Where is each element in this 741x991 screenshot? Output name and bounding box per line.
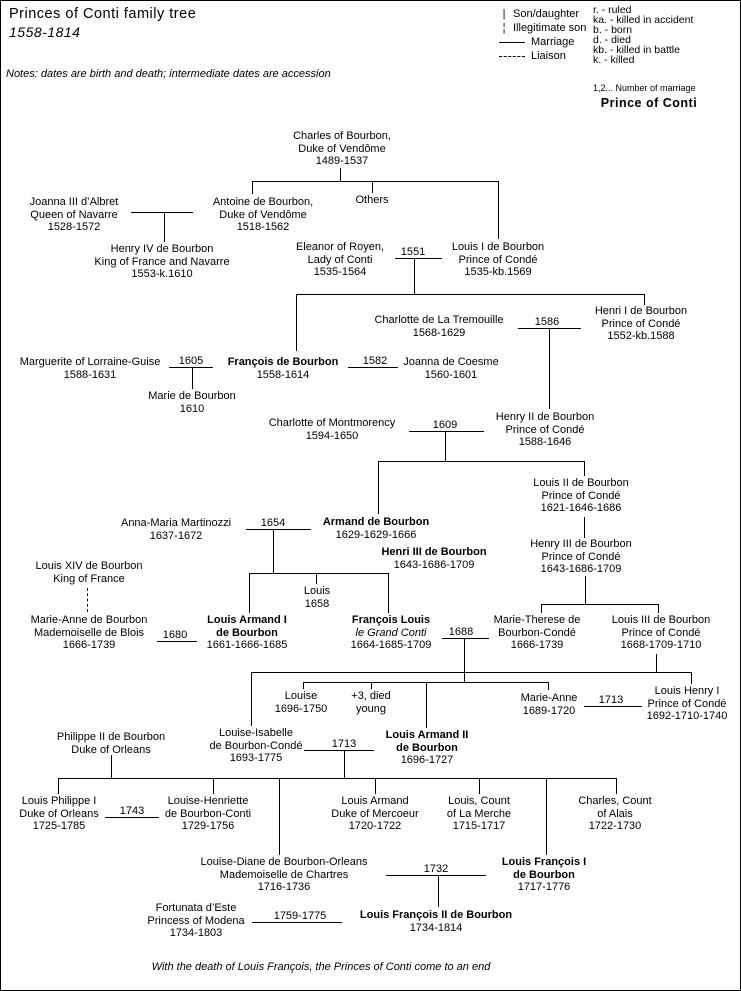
legend-son-daughter <box>499 7 586 21</box>
marriage-line-m1654 <box>246 529 311 530</box>
person-text-line: François Louis <box>351 614 431 626</box>
legend-illegitimate-son-label: Illegitimate son <box>513 22 587 34</box>
abbrev-ruled: r. - ruled <box>593 4 632 16</box>
person-louis-henry-i <box>647 685 728 723</box>
connector-vline <box>498 181 499 239</box>
person-text-line: Marie-Anne <box>520 692 578 704</box>
person-text-line: 1637-1672 <box>149 529 203 542</box>
person-antoine-de-bourbon <box>213 196 313 234</box>
connector-vline <box>375 778 376 794</box>
legend-marriage-number: 1,2... Number of marriage <box>593 83 696 93</box>
liaison-vline <box>87 588 88 612</box>
person-louis-iii <box>612 614 710 652</box>
person-text-line: Prince of Condé <box>458 253 538 266</box>
person-text-line: de Bourbon-Conti <box>164 807 252 820</box>
person-louis-philippe-i <box>19 795 98 833</box>
person-marguerite-of-lorraine-guise <box>20 356 161 381</box>
marriage-label-m1605: 1605 <box>178 355 204 367</box>
marriage-line-m1743 <box>105 817 159 818</box>
person-text-line: Prince of Condé <box>541 550 621 563</box>
connector-hline <box>131 212 193 213</box>
person-text-line: Louise <box>284 690 318 702</box>
person-text-line: 1692-1710-1740 <box>646 710 728 722</box>
person-louise-henriette <box>165 795 251 833</box>
person-text-line: King of France and Navarre <box>94 255 230 268</box>
person-francois-de-bourbon <box>228 356 339 381</box>
person-text-line: Princess of Modena <box>147 914 245 927</box>
person-louise-1696 <box>275 690 328 715</box>
connector-vline <box>549 328 550 409</box>
person-louis-armand-ii <box>386 729 469 767</box>
connector-vline <box>584 461 585 476</box>
person-text-line: 1629-1629-1666 <box>335 528 417 541</box>
connector-vline <box>372 181 373 193</box>
person-text-line: young <box>356 702 386 715</box>
person-text-line: Eleanor of Royen, <box>295 241 385 253</box>
abbrev-born: b. - born <box>593 24 633 36</box>
person-text-line: 1666-1739 <box>62 639 116 651</box>
person-text-line: Others <box>355 194 389 206</box>
person-text-line: 1720-1722 <box>348 820 402 832</box>
legend-liaison-label: Liaison <box>531 50 566 62</box>
legend-marriage <box>499 35 586 49</box>
person-text-line: Henry II de Bourbon <box>495 411 595 423</box>
abbrev-killed-accident: ka. - killed in accident <box>593 14 694 26</box>
marriage-line-m1732 <box>386 875 486 876</box>
marriage-label-m1713-conti: 1713 <box>331 738 357 750</box>
person-louis-armand-mercoeur <box>331 795 418 833</box>
person-text-line: Queen of Navarre <box>30 208 118 221</box>
person-text-line: 1696-1750 <box>274 702 328 715</box>
person-text-line: Louis XIV de Bourbon <box>35 560 143 572</box>
person-text-line: 1553-k.1610 <box>131 268 193 280</box>
person-text-line: Philippe II de Bourbon <box>56 731 166 743</box>
person-text-line: Louis II de Bourbon <box>533 477 629 489</box>
marriage-line-m1688 <box>442 638 489 639</box>
person-text-line: Duke of Mercoeur <box>331 807 419 820</box>
person-text-line: Lady of Conti <box>307 253 373 266</box>
illegitimate-son-line-icon: ¦ <box>502 22 506 34</box>
legend-illegitimate-son <box>499 21 586 35</box>
person-henry-iii-conde <box>530 538 632 576</box>
connector-hline <box>252 181 498 182</box>
person-text-line: 1621-1646-1686 <box>540 502 622 514</box>
connector-hline <box>296 294 644 295</box>
marriage-label-m1586: 1586 <box>534 316 560 328</box>
marriage-label-m1732: 1732 <box>423 863 449 875</box>
person-charlotte-de-la-tremouille <box>374 314 503 339</box>
person-fortunata-d-este <box>147 902 244 940</box>
marriage-line-m1680 <box>157 641 197 642</box>
abbrev-died: d. - died <box>593 34 631 46</box>
person-text-line: Louis Philippe I <box>21 795 97 807</box>
person-text-line: 1528-1572 <box>47 221 101 233</box>
marriage-line-m1609 <box>409 431 484 432</box>
person-text-line: 1722-1730 <box>588 820 642 832</box>
person-text-line: 1696-1727 <box>400 754 454 766</box>
person-text-line: Louis François II de Bourbon <box>359 909 513 921</box>
connector-vline <box>658 604 659 613</box>
marriage-label-m1688: 1688 <box>448 626 474 638</box>
person-text-line: Joanna de Coesme <box>403 356 499 368</box>
person-text-line: Anna-Maria Martinozzi <box>120 517 232 529</box>
person-text-line: Prince of Condé <box>647 697 727 710</box>
connector-hline <box>213 778 616 779</box>
connector-vline <box>585 576 586 604</box>
person-joanna-de-coesme <box>403 356 498 381</box>
legend-marriage-label: Marriage <box>531 36 575 48</box>
person-text-line: Louis, Count <box>448 795 510 807</box>
marriage-line-m1551 <box>395 258 442 259</box>
person-text-line: 1693-1775 <box>229 752 283 764</box>
connector-vline <box>249 573 250 613</box>
person-henry-iv <box>94 243 229 281</box>
connector-vline <box>438 875 439 907</box>
person-text-line: Louis III de Bourbon <box>611 614 711 626</box>
person-text-line: 1552-kb.1588 <box>607 330 675 342</box>
person-text-line: Louise-Isabelle <box>219 727 293 739</box>
marriage-label-m1713-conde: 1713 <box>598 694 624 706</box>
connector-vline <box>541 604 542 613</box>
person-text-line: Henry IV de Bourbon <box>110 243 214 255</box>
person-text-line: le Grand Conti <box>355 626 427 639</box>
person-philippe-ii <box>57 731 165 756</box>
abbrev-killed-battle: kb. - killed in battle <box>593 44 680 56</box>
person-others <box>355 194 388 207</box>
legend-son-daughter-label: Son/daughter <box>513 8 580 20</box>
person-text-line: Marie de Bourbon <box>148 390 236 402</box>
connector-vline <box>426 682 427 728</box>
person-text-line: Charles, Count <box>578 795 652 807</box>
person-text-line: Henri I de Bourbon <box>594 305 688 317</box>
person-charlotte-of-montmorency <box>269 417 396 442</box>
legend-prince-of-conti: Prince of Conti <box>600 96 698 110</box>
person-text-line: Bourbon-Condé <box>498 626 576 639</box>
person-text-line: Prince of Condé <box>541 489 621 502</box>
marriage-line-m1605 <box>169 367 213 368</box>
notes-text: Notes: dates are birth and death; intermediate dates are accession <box>6 68 331 80</box>
person-text-line: 1558-1614 <box>256 368 310 381</box>
person-text-line: 1664-1685-1709 <box>350 639 432 651</box>
person-text-line: Prince of Condé <box>601 317 681 330</box>
person-text-line: François de Bourbon <box>227 356 339 368</box>
person-text-line: Louis Armand <box>341 795 409 807</box>
connector-hline <box>251 672 691 673</box>
person-text-line: 1689-1720 <box>522 704 576 717</box>
page-subtitle: 1558-1814 <box>9 24 81 40</box>
person-marie-anne-de-blois <box>31 614 148 652</box>
person-text-line: 1643-1686-1709 <box>540 563 622 575</box>
connector-vline <box>273 529 274 573</box>
connector-vline <box>616 778 617 794</box>
connector-vline <box>388 573 389 613</box>
person-text-line: 1535-1564 <box>313 266 367 278</box>
person-text-line: Louis François I <box>501 856 587 868</box>
person-text-line: 1725-1785 <box>32 820 86 832</box>
connector-vline <box>656 654 657 672</box>
person-louis-francois-i <box>502 856 586 894</box>
person-louis-i <box>452 241 544 279</box>
marriage-label-m1551: 1551 <box>400 246 426 258</box>
marriage-line-m1582 <box>348 367 398 368</box>
person-text-line: Charles of Bourbon, <box>293 130 391 142</box>
connector-vline <box>303 682 304 689</box>
person-louise-isabelle <box>210 727 303 765</box>
marriage-label-m1743: 1743 <box>119 805 145 817</box>
connector-hline <box>541 604 658 605</box>
person-text-line: of La Merche <box>446 807 512 820</box>
person-text-line: 1610 <box>179 402 205 415</box>
person-text-line: Prince of Condé <box>621 626 701 639</box>
person-text-line: de Bourbon <box>216 626 278 639</box>
person-text-line: 1729-1756 <box>181 820 235 832</box>
marriage-label-m1609: 1609 <box>432 419 458 431</box>
connector-vline <box>164 212 165 242</box>
legend-symbols <box>499 7 586 63</box>
connector-vline <box>378 461 379 514</box>
marriage-label-m1759-1775: 1759-1775 <box>273 910 327 922</box>
person-text-line: Duke of Orleans <box>19 807 99 820</box>
person-text-line: Louis I de Bourbon <box>451 241 545 253</box>
connector-vline <box>644 294 645 305</box>
connector-vline <box>279 778 280 855</box>
person-henri-iii-conti <box>381 546 486 571</box>
person-text-line: Marie-Therese de <box>493 614 581 626</box>
connector-vline <box>111 755 112 778</box>
page-title: Princes of Conti family tree <box>9 6 197 22</box>
person-text-line: Henry III de Bourbon <box>530 538 632 550</box>
connector-vline <box>479 778 480 794</box>
marriage-line-m1713-conde <box>584 706 642 707</box>
person-louis-1658 <box>304 585 330 610</box>
connector-vline <box>546 778 547 855</box>
person-marie-de-bourbon <box>148 390 235 415</box>
person-text-line: of Alais <box>597 807 633 820</box>
connector-vline <box>344 750 345 778</box>
son-daughter-line-icon: | <box>502 8 506 20</box>
person-joanna-iii-albret <box>30 196 119 234</box>
person-text-line: 1716-1736 <box>257 881 311 893</box>
person-text-line: Duke of Vendôme <box>298 142 386 155</box>
person-text-line: Louis Armand II <box>385 729 469 741</box>
connector-vline <box>58 778 59 794</box>
person-anna-maria-martinozzi <box>121 517 231 542</box>
person-eleanor-of-royen <box>296 241 384 279</box>
person-louise-diane <box>201 856 368 894</box>
person-text-line: Fortunata d’Este <box>155 902 237 914</box>
person-henri-i <box>595 305 687 343</box>
person-text-line: King of France <box>53 572 125 585</box>
marriage-label-m1582: 1582 <box>362 355 388 367</box>
bottom-note: With the death of Louis François, the Princes of Conti come to an end <box>151 961 491 973</box>
connector-vline <box>251 672 252 726</box>
person-henry-ii <box>496 411 594 449</box>
marriage-line-m1759-1775 <box>252 922 342 923</box>
liaison-line-icon <box>499 56 525 57</box>
person-text-line: 1594-1650 <box>305 429 359 442</box>
person-text-line: 1734-1814 <box>409 921 463 934</box>
person-plus-3-died-young <box>351 690 390 715</box>
person-text-line: Louis Henry I <box>654 685 720 697</box>
marriage-line-m1713-conti <box>304 750 374 751</box>
person-text-line: Louise-Henriette <box>167 795 249 807</box>
connector-hline <box>249 573 388 574</box>
person-text-line: Armand de Bourbon <box>322 516 430 528</box>
person-text-line: de Bourbon-Condé <box>209 739 303 752</box>
connector-hline <box>378 461 584 462</box>
legend-abbreviations <box>593 5 693 65</box>
person-text-line: 1643-1686-1709 <box>393 558 475 571</box>
connector-vline <box>213 778 214 794</box>
person-text-line: 1661-1666-1685 <box>206 639 288 651</box>
connector-vline <box>414 258 415 294</box>
connector-vline <box>316 573 317 584</box>
person-text-line: Duke of Vendôme <box>219 208 307 221</box>
connector-vline <box>691 672 692 684</box>
person-louis-armand-i <box>207 614 288 652</box>
person-text-line: Marguerite of Lorraine-Guise <box>19 356 161 368</box>
person-text-line: Charlotte of Montmorency <box>268 417 396 429</box>
person-text-line: 1588-1631 <box>63 368 117 381</box>
connector-vline <box>296 294 297 351</box>
person-text-line: de Bourbon <box>396 741 458 754</box>
person-text-line: 1717-1776 <box>517 881 571 893</box>
person-text-line: 1666-1739 <box>510 639 564 651</box>
person-marie-anne-1689 <box>521 692 578 717</box>
marriage-line-icon <box>499 42 525 43</box>
connector-vline <box>252 181 253 194</box>
person-text-line: 1588-1646 <box>518 436 572 448</box>
person-text-line: Louis <box>303 585 331 597</box>
person-text-line: 1658 <box>304 597 330 610</box>
person-louis-ii <box>533 477 628 515</box>
person-louis-francois-ii <box>360 909 512 934</box>
person-text-line: Marie-Anne de Bourbon <box>30 614 148 626</box>
person-text-line: 1568-1629 <box>412 326 466 339</box>
person-text-line: 1734-1803 <box>169 927 223 939</box>
person-text-line: Antoine de Bourbon, <box>212 196 314 208</box>
person-text-line: 1715-1717 <box>452 820 506 832</box>
legend-liaison <box>499 49 586 63</box>
person-text-line: Louis Armand I <box>207 614 287 626</box>
person-text-line: Joanna III d’Albret <box>29 196 119 208</box>
person-text-line: de Bourbon <box>513 868 575 881</box>
person-louis-xiv <box>35 560 142 585</box>
connector-vline <box>340 168 341 181</box>
person-text-line: Charlotte de La Tremouille <box>374 314 504 326</box>
person-text-line: 1535-kb.1569 <box>464 266 532 278</box>
connector-vline <box>192 367 193 389</box>
person-text-line: 1489-1537 <box>315 155 369 167</box>
person-louis-count-la-merche <box>447 795 511 833</box>
person-marie-therese <box>494 614 581 652</box>
person-text-line: Mademoiselle de Blois <box>33 626 145 639</box>
person-text-line: 1668-1709-1710 <box>620 639 702 651</box>
connector-vline <box>445 431 446 461</box>
abbrev-killed: k. - killed <box>593 54 635 66</box>
person-text-line: Louise-Diane de Bourbon-Orleans <box>200 856 368 868</box>
person-charles-count-alais <box>578 795 651 833</box>
person-charles-of-bourbon <box>293 130 391 168</box>
person-text-line: Prince of Condé <box>505 423 585 436</box>
connector-vline <box>464 638 465 682</box>
person-text-line: 1518-1562 <box>236 221 290 233</box>
person-armand-de-bourbon <box>323 516 429 541</box>
connector-vline <box>371 682 372 689</box>
person-text-line: Mademoiselle de Chartres <box>219 868 349 881</box>
person-text-line: Duke of Orleans <box>71 743 151 756</box>
person-text-line: Henri III de Bourbon <box>381 546 487 558</box>
person-text-line: +3, died <box>351 690 391 702</box>
connector-vline <box>584 517 585 538</box>
person-text-line: 1560-1601 <box>424 368 478 381</box>
person-francois-louis <box>351 614 432 652</box>
marriage-label-m1680: 1680 <box>162 629 188 641</box>
connector-vline <box>548 682 549 690</box>
marriage-label-m1654: 1654 <box>260 517 286 529</box>
